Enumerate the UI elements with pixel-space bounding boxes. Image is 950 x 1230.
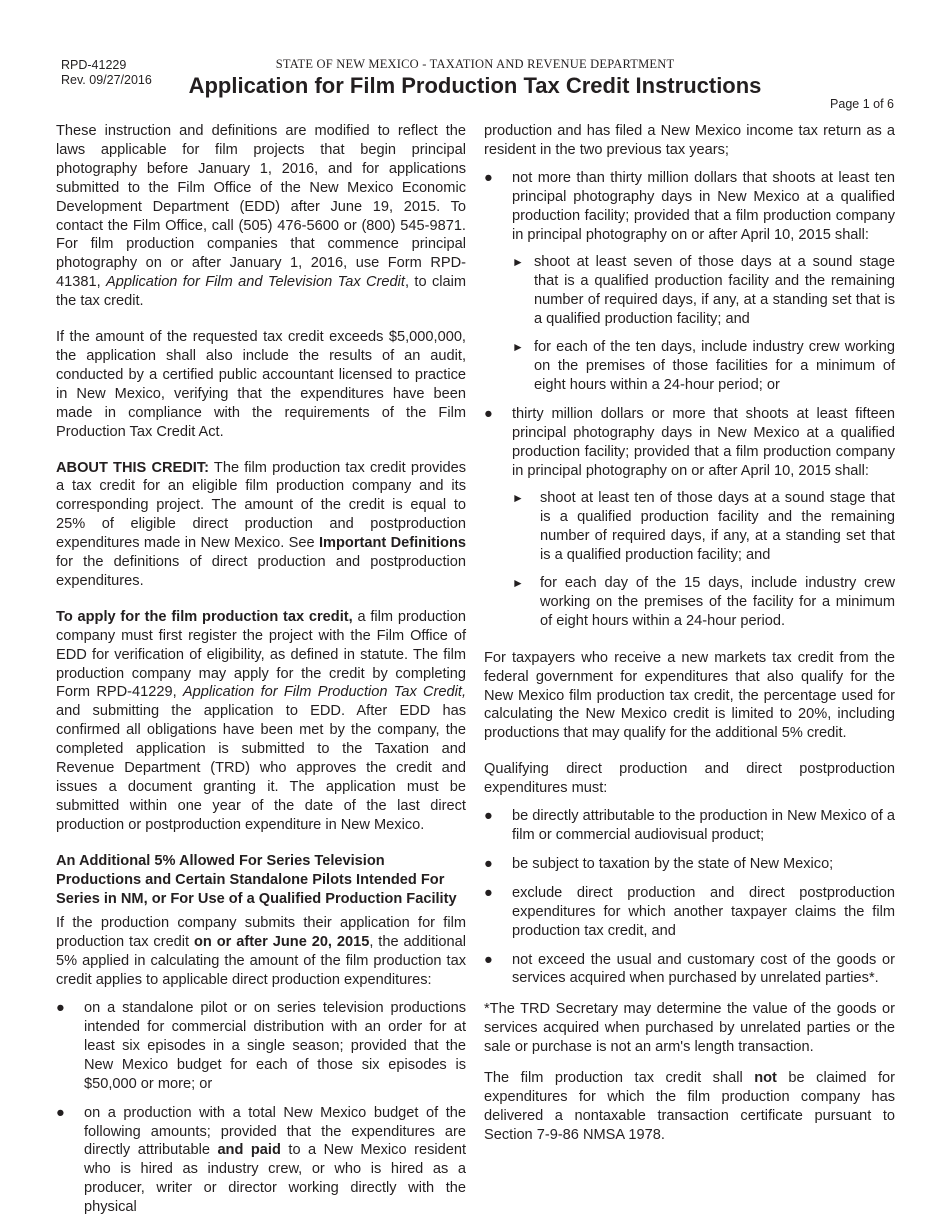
- list-item: [484, 169, 895, 395]
- sub-list-item: [512, 338, 895, 395]
- sub-list-item-text: for each of the ten days, include industry crew working on the premises of those facilities for a minimum of eight hours within a 24-hour period; or: [534, 339, 895, 393]
- triangle-bullet-icon: ►: [512, 491, 524, 506]
- about-label: ABOUT THIS CREDIT:: [56, 459, 210, 476]
- list-item: [484, 884, 895, 941]
- budget-bullets: [484, 169, 895, 631]
- qualifying-bullets: [484, 807, 895, 988]
- triangle-bullet-icon: ►: [512, 340, 524, 355]
- audit-paragraph: If the amount of the requested tax credit exceeds $5,000,000, the application shall also include the results of an audit, conducted by a certified public accountant licensed to practice in New Mexico, verifying that the expenditures have been made in compliance with the requirements of the Film Production Tax Credit Act.: [56, 329, 466, 440]
- nontaxable-text: The film production tax credit shall: [484, 1070, 755, 1087]
- sub-list-item-text: shoot at least ten of those days at a sound stage that is a qualified production facility and the remaining number of required days, if any, at a standing set that is a qualified production facility; and: [540, 490, 895, 564]
- nontaxable-text-end: be claimed for expenditures for which the film production company has delivered a nontaxable transaction certificate pursuant to Section 7-9-86 NMSA 1978.: [484, 1070, 895, 1143]
- list-item: [56, 999, 466, 1094]
- qualifying-intro: Qualifying direct production and direct postproduction expenditures must:: [484, 761, 895, 797]
- apply-text: a film production company must first register the project with the Film Office of EDD for verification of eligibility, as defined in statute. The film production company may apply for the credit by completing Form RPD-41229,: [56, 608, 466, 701]
- revision-date: Rev. 09/27/2016: [61, 73, 152, 87]
- list-item-text: on a standalone pilot or on series television productions intended for commercial distribution with an order for at least six episodes in a single season; provided that the New Mexico budget for each of those six episodes is $50,000 or more; or: [84, 1000, 466, 1092]
- intro-paragraph: [56, 122, 466, 311]
- list-item: [484, 405, 895, 631]
- additional-text: If the production company submits their application for film production tax credit: [56, 915, 466, 951]
- department-name: STATE OF NEW MEXICO - TAXATION AND REVENUE DEPARTMENT: [275, 57, 675, 71]
- about-definitions-ref: Important Definitions: [318, 535, 466, 552]
- list-item-text: be subject to taxation by the state of New Mexico;: [512, 855, 834, 872]
- list-item-text: not more than thirty million dollars that shoots at least ten principal photography days in New Mexico at a qualified production facility; provided that a film production company in principal photography on or after April 10, 2015 shall:: [512, 169, 895, 243]
- list-item-text: on a production with a total New Mexico budget of the following amounts; provided that the expenditures are directly attributable: [84, 1104, 466, 1159]
- bullet-marker: ●: [484, 169, 493, 186]
- bullet-marker: ●: [484, 405, 493, 422]
- section-heading: An Additional 5% Allowed For Series Television Productions and Certain Standalone Pilots Intended For Series in NM, or For Use of a Qualified Production Facility: [56, 852, 457, 907]
- list-item: [484, 855, 895, 874]
- intro-text-end: , to claim the tax credit.: [56, 274, 467, 310]
- form-number: RPD-41229: [61, 58, 127, 72]
- about-text: The film production tax credit provides a tax credit for an eligible film production company and its corresponding project. The amount of the credit is equal to 25% of eligible direct production and postproduction expenditures made in New Mexico. See: [56, 459, 467, 552]
- list-item-text: not exceed the usual and customary cost of the goods or services acquired when purchased by unrelated parties*.: [512, 951, 895, 987]
- continuation-text: production and has filed a New Mexico income tax return as a resident in the two previous tax years;: [484, 123, 895, 158]
- apply-form-title: Application for Film Production Tax Credit,: [182, 684, 466, 701]
- list-item-bold: and paid: [217, 1142, 281, 1159]
- sub-list-item-text: shoot at least seven of those days at a sound stage that is a qualified production facility and the remaining number of required days, if any, at a standing set that is a qualified production facility; and: [534, 254, 895, 328]
- apply-text-end: and submitting the application to EDD. After EDD has confirmed all obligations have been met by the company, the completed application is submitted to the Taxation and Revenue Department (TRD) who approves the credit and issues a document granting it. The application must be submitted within one year of the date of the last direct production or postproduction expenditure in New Mexico.: [56, 703, 466, 833]
- list-item-text: thirty million dollars or more that shoots at least fifteen principal photography days in New Mexico at a qualified production facility; provided that a film production company in principal photography on or after April 10, 2015 shall:: [512, 405, 895, 479]
- bullet-marker: ●: [484, 808, 493, 825]
- list-item-text: be directly attributable to the production in New Mexico of a film or commercial audiovisual product;: [512, 808, 895, 843]
- footnote: *The TRD Secretary may determine the value of the goods or services acquired when purchased by unrelated parties or the sale or purchase is not an arm's length transaction.: [484, 1001, 895, 1056]
- intro-form-title: Application for Film and Television Tax Credit: [106, 274, 405, 291]
- intro-text: These instruction and definitions are modified to reflect the laws applicable for film projects that begin principal photography before January 1, 2016, and for applications submitted to the Film Office of the New Mexico Economic Development Department (EDD) after June 19, 2015. To contact the Film Office, call (505) 476-5600 or (800) 545-9871. For film production companies that commence principal photography on or after January 1, 2016, use Form RPD-41381,: [56, 123, 466, 291]
- triangle-bullet-icon: ►: [512, 255, 524, 270]
- right-column: [484, 122, 895, 1162]
- sub-list-item: [512, 489, 895, 565]
- list-item-text: exclude direct production and direct postproduction expenditures for which another taxpayer claims the film production tax credit, and: [512, 884, 895, 939]
- triangle-bullet-icon: ►: [512, 576, 524, 591]
- sub-list: [512, 253, 895, 394]
- apply-paragraph: [56, 608, 466, 835]
- list-item-text-end: to a New Mexico resident who is hired as industry crew, or who is hired as a producer, writer or director working directly with the physical: [84, 1142, 467, 1216]
- left-column: [56, 122, 466, 1227]
- sub-list-item: [512, 253, 895, 329]
- bullet-marker: ●: [484, 855, 493, 872]
- additional-date: on or after June 20, 2015: [194, 934, 370, 951]
- nontaxable-emphasis: not: [754, 1070, 777, 1087]
- new-markets-paragraph: For taxpayers who receive a new markets tax credit from the federal government for expenditures that also qualify for the New Mexico film production tax credit, the percentage used for calculating the New Mexico credit is limited to 20%, including productions that may qualify for the additional 5% credit.: [484, 649, 895, 742]
- page-title: Application for Film Production Tax Credit Instructions: [188, 73, 762, 98]
- sub-list-item: [512, 574, 895, 631]
- bullet-marker: ●: [484, 951, 493, 968]
- additional-bullets: [56, 999, 466, 1217]
- sub-list-item-text: for each day of the 15 days, include industry crew working on the premises of the facility for a minimum of eight hours within a 24-hour period.: [540, 575, 895, 629]
- bullet-marker: ●: [56, 1000, 65, 1017]
- about-paragraph: [56, 459, 466, 591]
- nontaxable-paragraph: [484, 1069, 895, 1145]
- list-item: [484, 807, 895, 845]
- apply-label: To apply for the film production tax credit,: [56, 608, 353, 625]
- sub-list: [512, 489, 895, 630]
- list-item: [484, 951, 895, 989]
- additional-paragraph: [56, 914, 466, 990]
- list-item: [56, 1104, 466, 1217]
- bullet-marker: ●: [56, 1104, 65, 1121]
- about-text-end: for the definitions of direct production and postproduction expenditures.: [56, 554, 466, 589]
- page-number: Page 1 of 6: [830, 97, 894, 111]
- bullet-marker: ●: [484, 884, 493, 901]
- additional-text-end: , the additional 5% applied in calculating the amount of the film production tax credit applies to applicable direct production expenditures:: [56, 934, 466, 989]
